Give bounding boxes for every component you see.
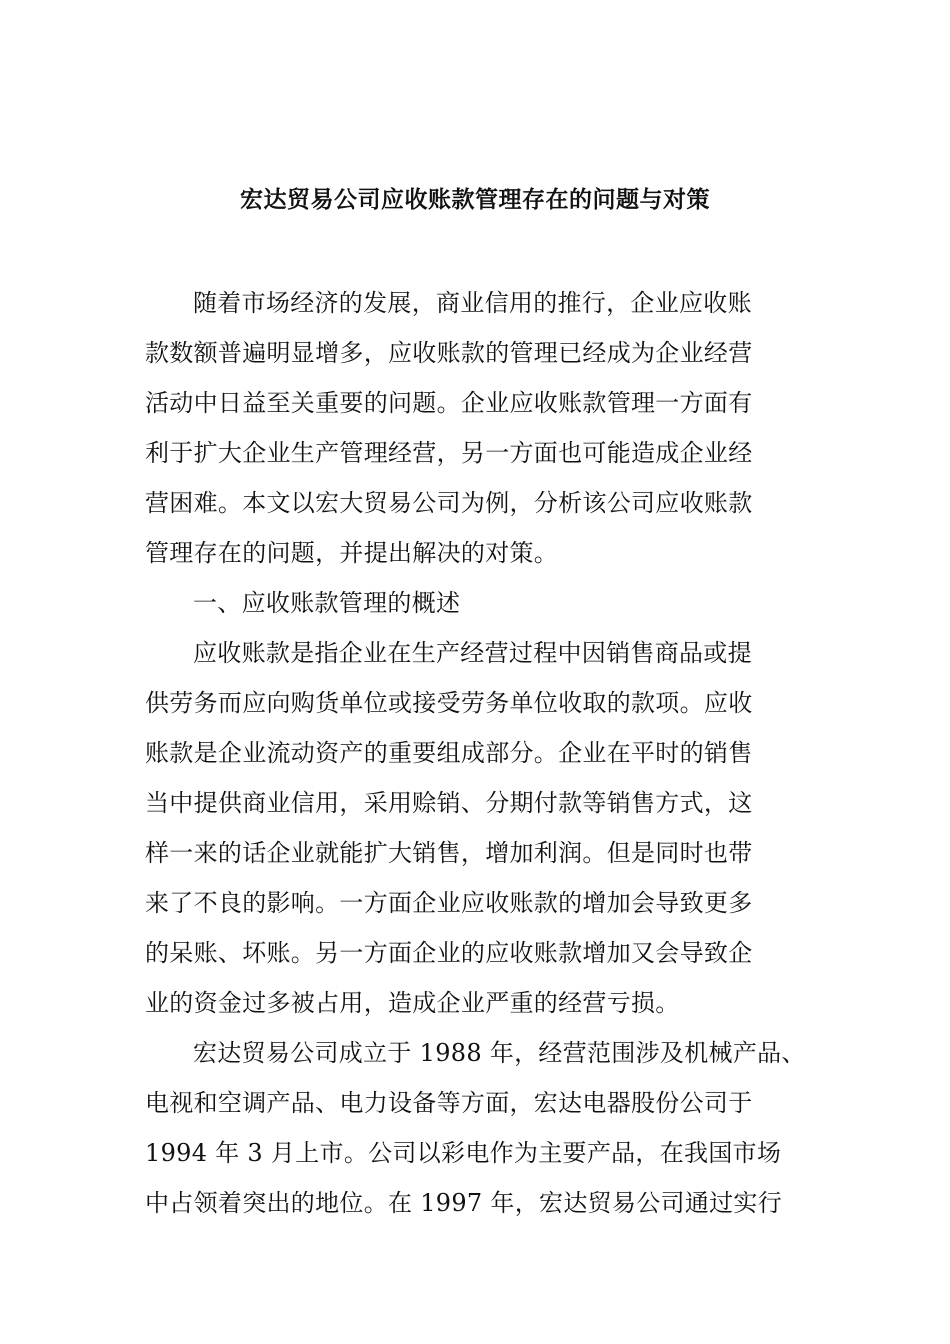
paragraph-definition bbox=[145, 628, 810, 1028]
text-line: 样一来的话企业就能扩大销售，增加利润。但是同时也带 bbox=[145, 839, 753, 867]
text-line: 随着市场经济的发展，商业信用的推行，企业应收账 bbox=[193, 289, 752, 317]
document-body bbox=[145, 278, 810, 1228]
text-line: 活动中日益至关重要的问题。企业应收账款管理一方面有 bbox=[145, 389, 753, 417]
text-line: 1994 年 3 月上市。公司以彩电作为主要产品，在我国市场 bbox=[145, 1139, 782, 1167]
text-line: 供劳务而应向购货单位或接受劳务单位收取的款项。应收 bbox=[145, 689, 753, 717]
text-line: 款数额普遍明显增多，应收账款的管理已经成为企业经营 bbox=[145, 339, 753, 367]
text-line: 业的资金过多被占用，造成企业严重的经营亏损。 bbox=[145, 989, 680, 1017]
text-line: 来了不良的影响。一方面企业应收账款的增加会导致更多 bbox=[145, 889, 753, 917]
text-line: 电视和空调产品、电力设备等方面，宏达电器股份公司于 bbox=[145, 1089, 753, 1117]
text-line: 账款是企业流动资产的重要组成部分。企业在平时的销售 bbox=[145, 739, 753, 767]
text-line: 一、应收账款管理的概述 bbox=[193, 589, 461, 617]
paragraph-intro bbox=[145, 278, 810, 578]
paragraph-company bbox=[145, 1028, 810, 1228]
text-line: 当中提供商业信用，采用赊销、分期付款等销售方式，这 bbox=[145, 789, 753, 817]
section-heading bbox=[145, 578, 810, 628]
text-line: 管理存在的问题，并提出解决的对策。 bbox=[145, 539, 559, 567]
text-line: 宏达贸易公司成立于 1988 年，经营范围涉及机械产品、 bbox=[193, 1039, 806, 1067]
text-line: 的呆账、坏账。另一方面企业的应收账款增加又会导致企 bbox=[145, 939, 753, 967]
text-line: 应收账款是指企业在生产经营过程中因销售商品或提 bbox=[193, 639, 752, 667]
text-line: 利于扩大企业生产管理经营，另一方面也可能造成企业经 bbox=[145, 439, 753, 467]
text-line: 营困难。本文以宏大贸易公司为例，分析该公司应收账款 bbox=[145, 489, 753, 517]
document-title: 宏达贸易公司应收账款管理存在的问题与对策 bbox=[240, 186, 710, 213]
text-line: 中占领着突出的地位。在 1997 年，宏达贸易公司通过实行 bbox=[145, 1189, 783, 1217]
